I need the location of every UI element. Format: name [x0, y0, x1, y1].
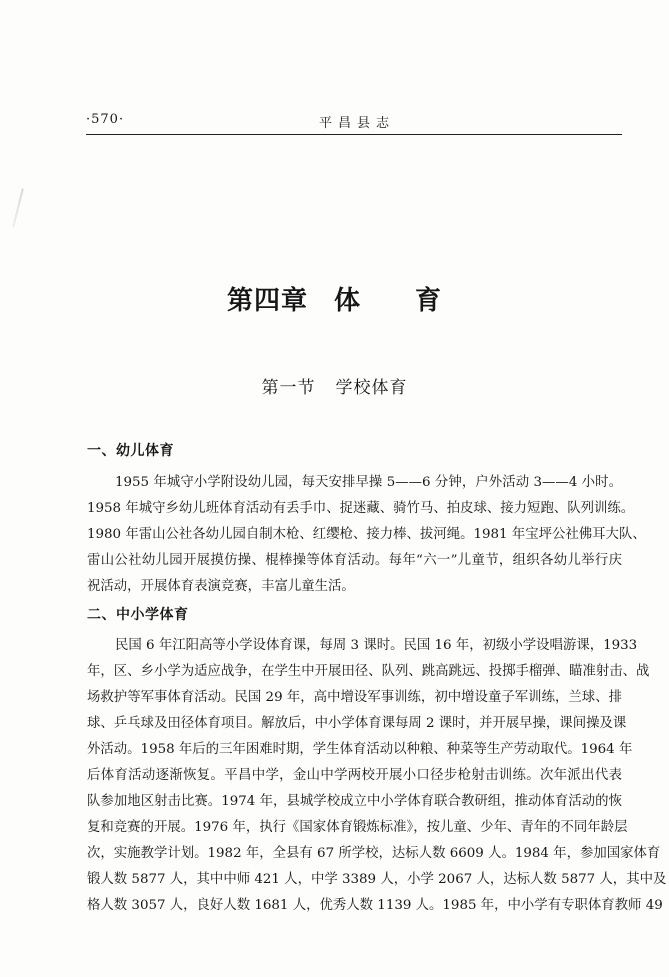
chapter-name-char-1: 体: [333, 286, 361, 316]
text-line: 格人数 3057 人，良好人数 1681 人，优秀人数 1139 人。1985 年，中小学有专职体育教师 49: [87, 898, 663, 913]
text-line: 1980 年雷山公社各幼儿园自制木枪、红缨枪、接力棒、拔河绳。1981 年宝坪公社佛耳大队、: [87, 527, 646, 542]
subsection-heading-schools: 二、中小学体育: [87, 607, 189, 623]
text-line: 球、乒乓球及田径体育项目。解放后，中小学体育课每周 2 课时，并开展早操，课间操及课: [87, 716, 627, 731]
scan-artifact: [12, 188, 24, 227]
text-line: 外活动。1958 年后的三年困难时期，学生体育活动以种粮、种菜等生产劳动取代。1964 年: [87, 742, 633, 757]
running-title: 平昌县志: [318, 116, 395, 131]
text-line: 队参加地区射击比赛。1974 年，县城学校成立中小学体育联合教研组，推动体育活动的恢: [87, 794, 622, 809]
text-line: 后体育活动逐渐恢复。平昌中学，金山中学两校开展小口径步枪射击训练。次年派出代表: [87, 768, 622, 783]
text-line: 民国 6 年江阳高等小学设体育课，每周 3 课时。民国 16 年，初级小学设唱游课，1933: [115, 638, 638, 653]
chapter-number: 第四章: [226, 286, 308, 316]
text-line: 锻人数 5877 人，其中中师 421 人，中学 3389 人，小学 2067 人，达标人数 5877 人，其中及: [87, 872, 667, 887]
subsection-heading-preschool: 一、幼儿体育: [87, 443, 174, 459]
paragraph-schools: [87, 633, 667, 919]
section-name: 学校体育: [335, 378, 408, 398]
text-line: 年，区、乡小学为适应战争，在学生中开展田径、队列、跳高跳远、投掷手榴弹、瞄准射击、战: [87, 664, 650, 679]
section-title: [0, 373, 669, 398]
text-line: 雷山公社幼儿园开展摸仿操、棍棒操等体育活动。每年“六一”儿童节，组织各幼儿举行庆: [87, 553, 622, 568]
page-header: [86, 108, 622, 135]
text-line: 1955 年城守小学附设幼儿园，每天安排早操 5——6 分钟，户外活动 3——4 小时。: [115, 475, 622, 490]
text-line: 场救护等军事体育活动。民国 29 年，高中增设军事训练，初中增设童子军训练，兰球、排: [87, 690, 622, 705]
text-line: 祝活动，开展体育表演竞赛，丰富儿童生活。: [87, 579, 355, 594]
page-number: ·570·: [86, 112, 125, 127]
chapter-name-char-2: 育: [415, 286, 443, 316]
text-line: 1958 年城守乡幼儿班体育活动有丢手巾、捉迷藏、骑竹马、拍皮球、接力短跑、队列训练。: [87, 501, 635, 516]
text-line: 次，实施教学计划。1982 年，全县有 67 所学校，达标人数 6609 人。1984 年，参加国家体育: [87, 846, 661, 861]
chapter-title: [0, 280, 669, 317]
section-number: 第一节: [261, 378, 316, 398]
paragraph-preschool: [87, 470, 646, 600]
text-line: 复和竞赛的开展。1976 年，执行《国家体育锻炼标准》，按儿童、少年、青年的不同年龄层: [87, 820, 628, 835]
